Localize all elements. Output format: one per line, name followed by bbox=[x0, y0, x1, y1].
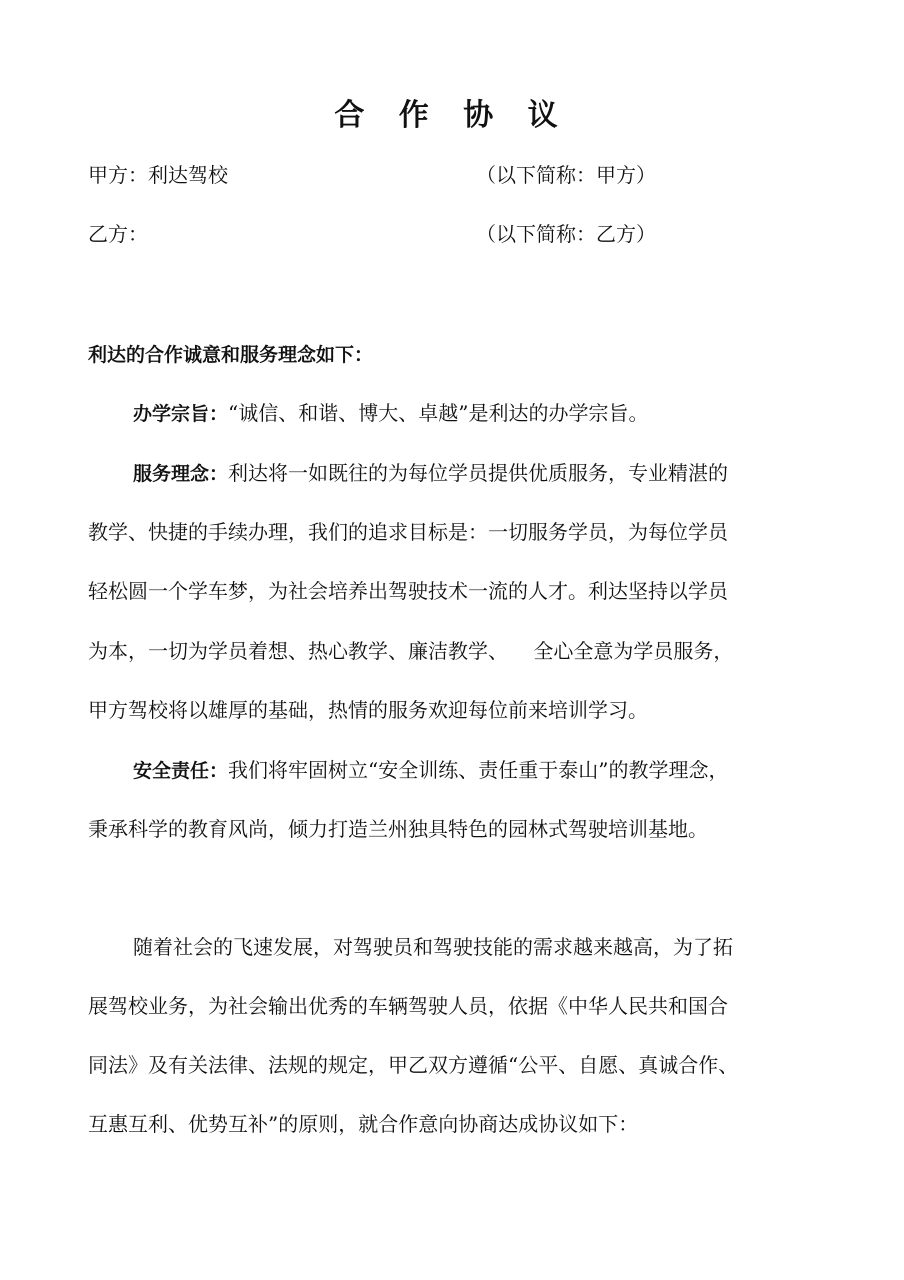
party-b-row bbox=[88, 219, 828, 249]
service-line-4: 为本，一切为学员着想、热心教学、廉洁教学、 全心全意为学员服务， bbox=[88, 639, 734, 663]
agreement-line-2: 展驾校业务，为社会输出优秀的车辆驾驶人员，依据《中华人民共和国合 bbox=[88, 994, 728, 1018]
service-label: 服务理念： bbox=[133, 463, 229, 485]
document-title: 合 作 协 议 bbox=[334, 98, 570, 133]
service-line-1 bbox=[133, 458, 728, 489]
mission-text: “诚信、和谐、博大、卓越”是利达的办学宗旨。 bbox=[228, 401, 649, 425]
mission-label: 办学宗旨： bbox=[133, 403, 229, 425]
safety-label: 安全责任： bbox=[133, 760, 229, 782]
agreement-line-3: 同法》及有关法律、法规的规定，甲乙双方遵循“公平、自愿、真诚合作、 bbox=[88, 1053, 739, 1077]
mission-paragraph bbox=[133, 398, 648, 429]
party-a-label: 甲方：利达驾校 bbox=[88, 163, 228, 187]
party-b-label: 乙方： bbox=[88, 222, 148, 246]
agreement-line-4: 互惠互利、优势互补”的原则，就合作意向协商达成协议如下： bbox=[88, 1112, 639, 1136]
service-text-1: 利达将一如既往的为每位学员提供优质服务，专业精湛的 bbox=[228, 461, 729, 485]
service-line-5: 甲方驾校将以雄厚的基础，热情的服务欢迎每位前来培训学习。 bbox=[88, 698, 648, 722]
safety-line-1 bbox=[133, 755, 728, 786]
safety-line-2: 秉承科学的教育风尚，倾力打造兰州独具特色的园林式驾驶培训基地。 bbox=[88, 817, 708, 841]
party-a-abbreviation: （以下简称：甲方） bbox=[476, 163, 656, 187]
party-b-abbreviation: （以下简称：乙方） bbox=[476, 222, 656, 246]
service-line-2: 教学、快捷的手续办理，我们的追求目标是：一切服务学员，为每位学员 bbox=[88, 520, 728, 544]
agreement-line-1: 随着社会的飞速发展，对驾驶员和驾驶技能的需求越来越高，为了拓 bbox=[133, 935, 733, 959]
intro-heading: 利达的合作诚意和服务理念如下： bbox=[88, 344, 374, 366]
service-line-3: 轻松圆一个学车梦，为社会培养出驾驶技术一流的人才。利达坚持以学员 bbox=[88, 579, 728, 603]
safety-text-1: 我们将牢固树立“安全训练、责任重于泰山”的教学理念， bbox=[228, 758, 729, 782]
party-a-row bbox=[88, 160, 828, 190]
